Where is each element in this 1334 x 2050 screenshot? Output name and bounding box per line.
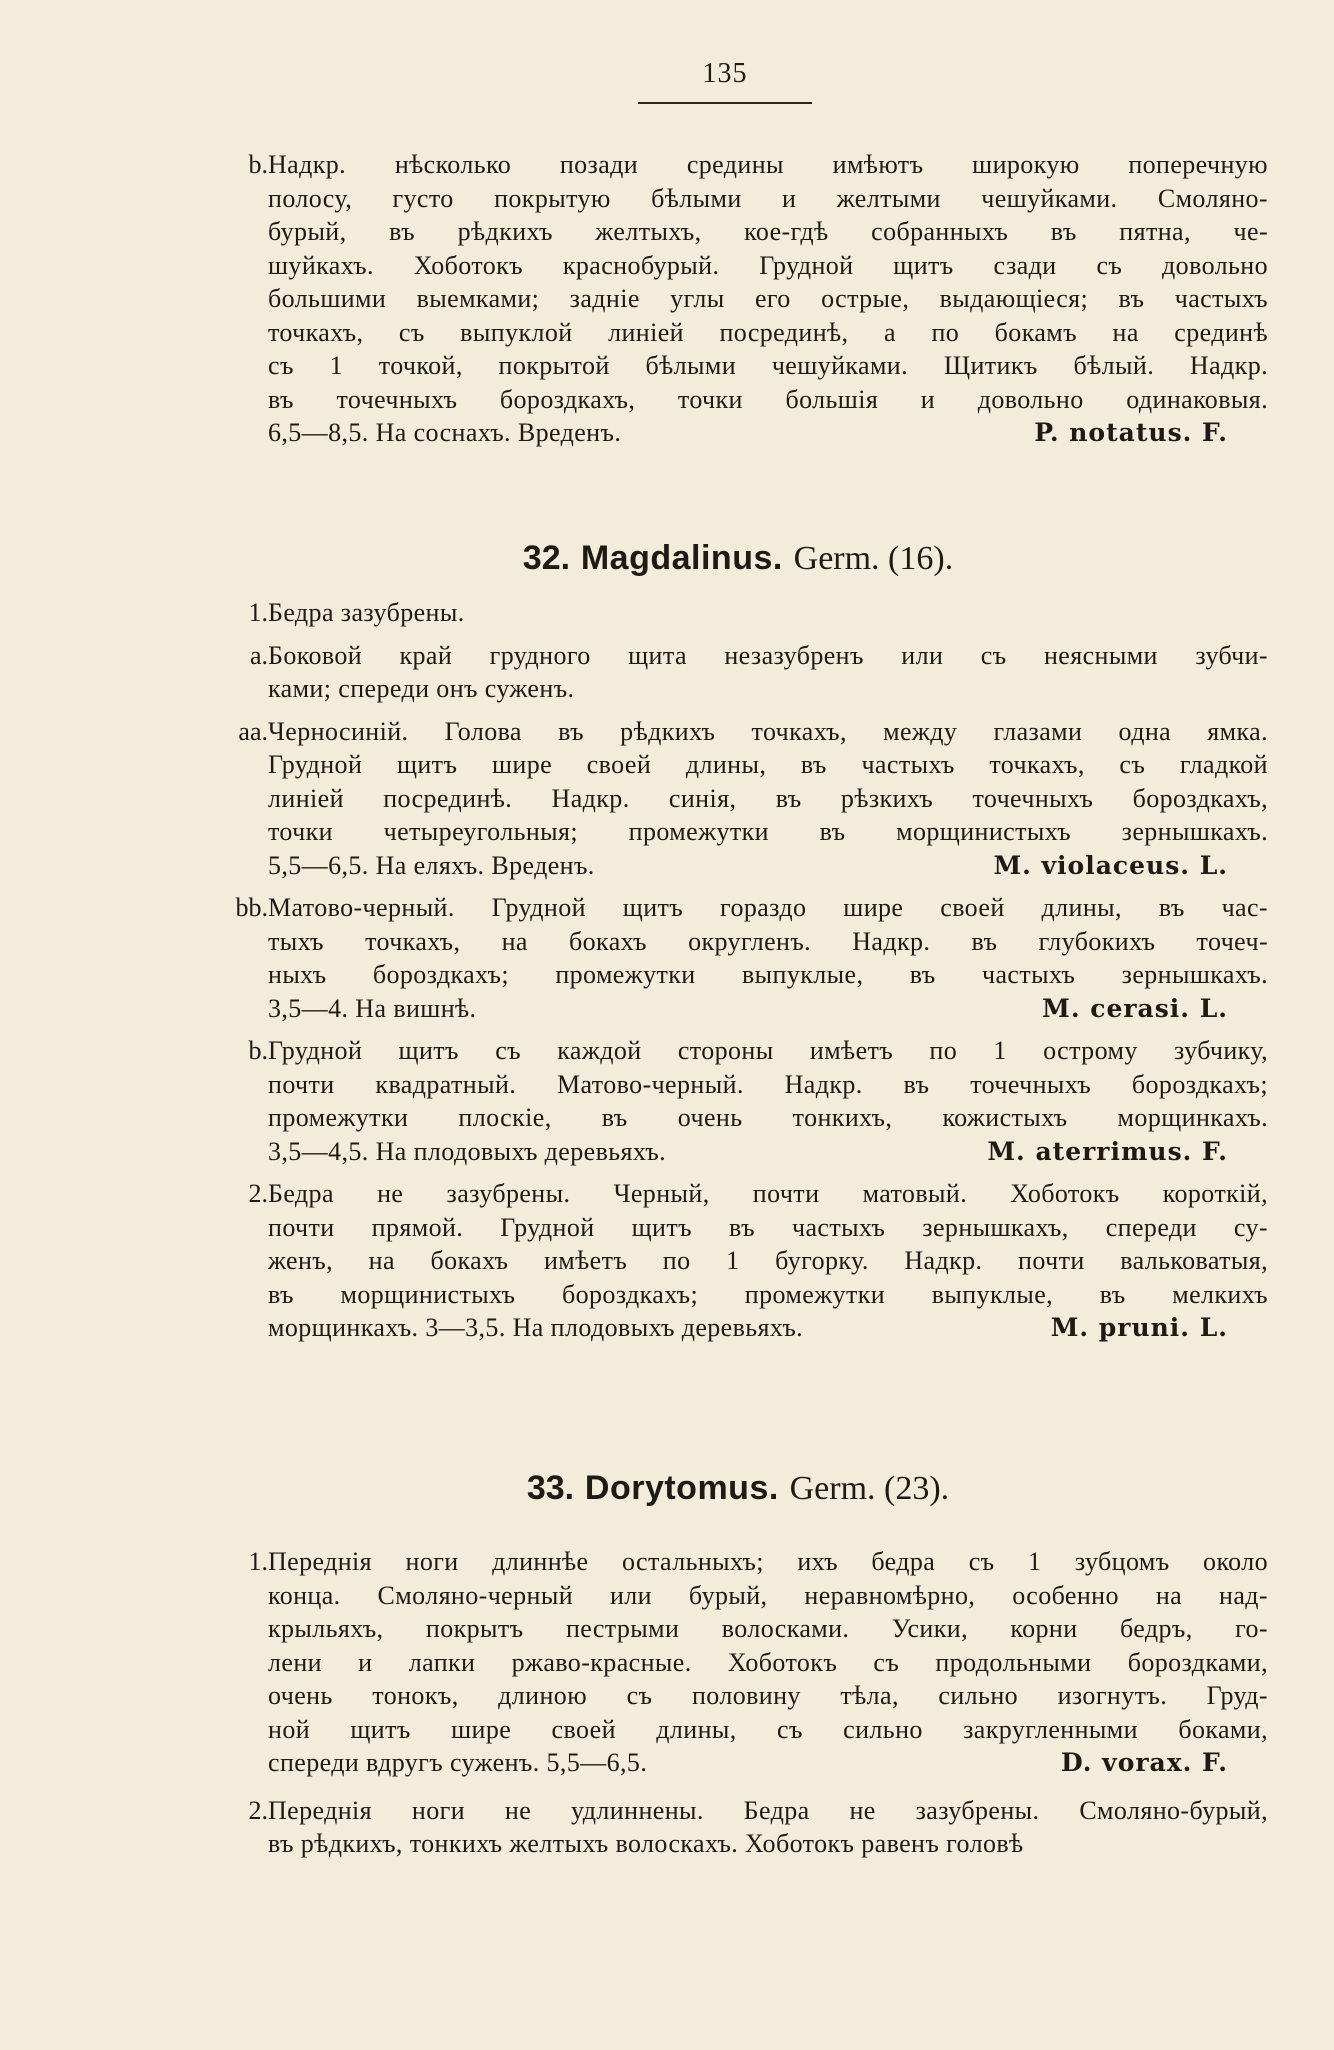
page-number-rule	[638, 102, 812, 104]
key-marker: b.	[248, 150, 268, 179]
key-entry	[208, 148, 1268, 450]
text-line: въ рѣдкихъ, тонкихъ желтыхъ волоскахъ. Хоботокъ равенъ головѣ	[268, 1829, 1024, 1858]
text-line: Переднiя ноги не удлиннены. Бедра не зазубрены. Смоляно-бурый,	[268, 1795, 1268, 1825]
text-line: Боковой край грудного щита незазубренъ или съ неясными зубчи-	[268, 640, 1268, 670]
text-line: 3,5—4. На вишнѣ.	[268, 993, 477, 1023]
key-marker: bb.	[235, 893, 268, 922]
key-entry	[208, 596, 1268, 630]
genus-author: Germ. (16).	[793, 540, 954, 577]
text-line-last	[268, 1827, 1268, 1861]
text-line: Надкр. нѣсколько позади средины имѣютъ широкую поперечную	[268, 150, 1268, 179]
species-name: M. aterrimus. F.	[987, 1136, 1228, 1166]
text-line: почти квадратный. Матово-черный. Надкр. въ точечныхъ бороздкахъ;	[268, 1069, 1268, 1099]
text-line-last	[268, 1746, 1268, 1780]
text-line: Грудной щитъ съ каждой стороны имѣетъ по 1 острому зубчику,	[268, 1036, 1268, 1065]
species-name: M. violaceus. L.	[993, 850, 1228, 880]
key-entry	[208, 639, 1268, 706]
text-line: Грудной щитъ шире своей длины, въ частыхъ точкахъ, съ гладкой	[268, 750, 1268, 779]
genus-name: Dorytomus.	[584, 1469, 779, 1507]
text-line-last	[268, 992, 1268, 1026]
text-line-last	[268, 416, 1268, 450]
genus-number: 33.	[526, 1469, 575, 1507]
text-line: очень тонокъ, длиною съ половину тѣла, сильно изогнутъ. Груд-	[268, 1681, 1268, 1710]
key-marker: b.	[248, 1036, 268, 1065]
text-line: конца. Смоляно-черный или бурый, неравномѣрно, особенно на над-	[268, 1580, 1268, 1610]
text-line: 6,5—8,5. На соснахъ. Вреденъ.	[268, 418, 622, 447]
key-marker: aa.	[238, 716, 268, 746]
text-line: спереди вдругъ суженъ. 5,5—6,5.	[268, 1748, 648, 1777]
text-line: лени и лапки ржаво-красные. Хоботокъ съ продольными бороздками,	[268, 1647, 1268, 1677]
text-line: ной щитъ шире своей длины, съ сильно закругленными боками,	[268, 1714, 1268, 1744]
species-name: P. notatus. F.	[1034, 418, 1228, 447]
key-entry	[208, 1177, 1268, 1345]
text-line: женъ, на бокахъ имѣетъ по 1 бугорку. Надкр. почти вальковатыя,	[268, 1246, 1268, 1275]
text-line: Черносинiй. Голова въ рѣдкихъ точкахъ, между глазами одна ямка.	[268, 716, 1268, 746]
species-name: M. pruni. L.	[1050, 1313, 1228, 1342]
key-marker: 2.	[248, 1179, 268, 1208]
text-line: почти прямой. Грудной щитъ въ частыхъ зернышкахъ, спереди су-	[268, 1212, 1268, 1242]
key-text	[268, 148, 1268, 450]
page-number: 135	[702, 58, 748, 89]
text-line: ныхъ бороздкахъ; промежутки выпуклые, въ частыхъ зернышкахъ.	[268, 960, 1268, 989]
key-text	[268, 1034, 1268, 1168]
key-marker: a.	[249, 640, 268, 670]
text-line-last	[268, 596, 1268, 630]
text-line: въ точечныхъ бороздкахъ, точки большiя и довольно одинаковыя.	[268, 384, 1268, 414]
key-text	[268, 1794, 1268, 1861]
text-line: точки четыреугольныя; промежутки въ морщинистыхъ зернышкахъ.	[268, 817, 1268, 846]
text-line: ками; спереди онъ суженъ.	[268, 674, 575, 703]
genus-author: Germ. (23).	[789, 1470, 950, 1507]
key-text	[268, 639, 1268, 706]
text-line: полосу, густо покрытую бѣлыми и желтыми чешуйками. Смоляно-	[268, 183, 1268, 213]
text-line-last	[268, 672, 1268, 706]
genus-number: 32.	[522, 539, 571, 577]
text-line: бурый, въ рѣдкихъ желтыхъ, кое-гдѣ собранныхъ въ пятна, че-	[268, 217, 1268, 246]
key-entry	[208, 1545, 1268, 1780]
key-text	[268, 596, 1268, 630]
text-line: точкахъ, съ выпуклой линiей посрединѣ, а по бокамъ на срединѣ	[268, 317, 1268, 347]
key-text	[268, 891, 1268, 1025]
text-line: морщинкахъ. 3—3,5. На плодовыхъ деревьяхъ.	[268, 1313, 804, 1342]
text-line: 5,5—6,5. На еляхъ. Вреденъ.	[268, 850, 595, 880]
text-line: съ 1 точкой, покрытой бѣлыми чешуйками. Щитикъ бѣлый. Надкр.	[268, 351, 1268, 380]
text-line: шуйкахъ. Хоботокъ краснобурый. Грудной щитъ сзади съ довольно	[268, 250, 1268, 280]
genus-heading-33	[208, 1468, 1268, 1509]
text-line: крыльяхъ, покрытъ пестрыми волосками. Усики, корни бедръ, го-	[268, 1614, 1268, 1643]
species-name: D. vorax. F.	[1060, 1748, 1228, 1777]
key-entry	[208, 1034, 1268, 1168]
key-entry	[208, 891, 1268, 1025]
text-line: Переднiя ноги длиннѣе остальныхъ; ихъ бедра съ 1 зубцомъ около	[268, 1547, 1268, 1576]
species-name: M. cerasi. L.	[1042, 993, 1228, 1023]
key-text	[268, 715, 1268, 883]
text-line: Бедра зазубрены.	[268, 598, 465, 627]
text-line: тыхъ точкахъ, на бокахъ округленъ. Надкр. въ глубокихъ точеч-	[268, 926, 1268, 956]
key-text	[268, 1177, 1268, 1345]
text-line-last	[268, 1135, 1268, 1169]
key-marker: 1.	[248, 598, 268, 627]
text-line: большими выемками; заднiе углы его острые, выдающiеся; въ частыхъ	[268, 284, 1268, 313]
text-line: промежутки плоскiе, въ очень тонкихъ, кожистыхъ морщинкахъ.	[268, 1103, 1268, 1132]
genus-name: Magdalinus.	[580, 539, 783, 577]
key-entry	[208, 1794, 1268, 1861]
text-line: линiей посрединѣ. Надкр. синiя, въ рѣзкихъ точечныхъ бороздкахъ,	[268, 783, 1268, 813]
genus-heading-32	[208, 538, 1268, 579]
key-entry	[208, 715, 1268, 883]
key-marker: 2.	[248, 1795, 268, 1825]
text-line-last	[268, 849, 1268, 883]
text-line: Бедра не зазубрены. Черный, почти матовый. Хоботокъ короткiй,	[268, 1179, 1268, 1208]
key-text	[268, 1545, 1268, 1780]
text-line: Матово-черный. Грудной щитъ гораздо шире своей длины, въ час-	[268, 893, 1268, 922]
text-line: въ морщинистыхъ бороздкахъ; промежутки выпуклые, въ мелкихъ	[268, 1279, 1268, 1309]
text-line-last	[268, 1311, 1268, 1345]
key-marker: 1.	[248, 1547, 268, 1576]
text-line: 3,5—4,5. На плодовыхъ деревьяхъ.	[268, 1136, 667, 1166]
